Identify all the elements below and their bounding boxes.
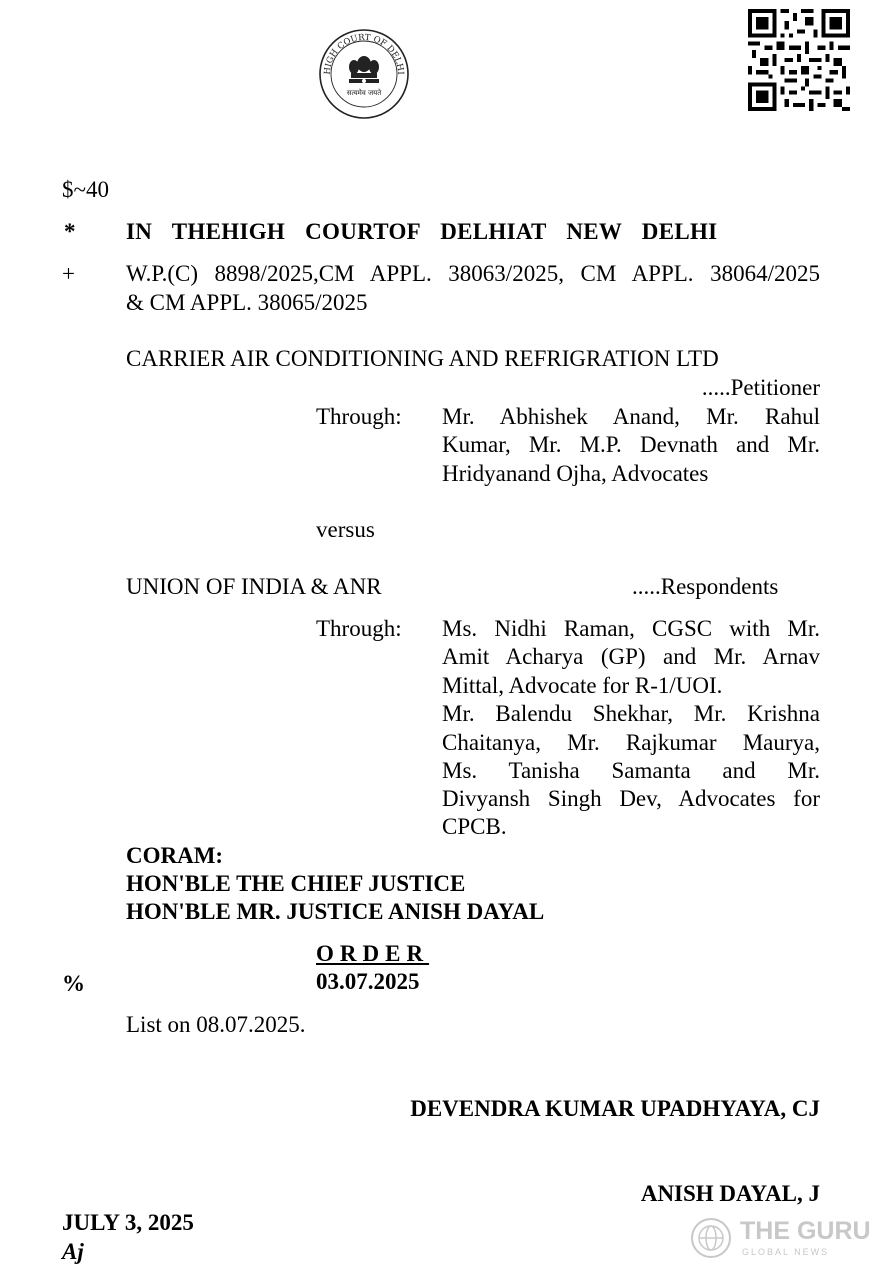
respondent-role: .....Respondents — [632, 574, 779, 599]
respondent-counsel-line: Mittal, Advocate for R-1/UOI. — [442, 673, 723, 698]
footer-initials: Aj — [62, 1239, 84, 1264]
respondent-counsel-line: Mr. Balendu Shekhar, Mr. Krishna — [442, 701, 820, 726]
case-tag: $~40 — [62, 177, 109, 202]
petitioner-role: .....Petitioner — [701, 375, 820, 400]
respondent-counsel-line: Chaitanya, Mr. Rajkumar Maurya, — [442, 730, 820, 755]
signature-chief-justice: DEVENDRA KUMAR UPADHYAYA, CJ — [410, 1096, 820, 1121]
respondent-counsel-line: Ms. Tanisha Samanta and Mr. — [442, 758, 820, 783]
coram-judge: HON'BLE MR. JUSTICE ANISH DAYAL — [126, 899, 545, 924]
order-marker: % — [62, 971, 85, 996]
watermark-tagline: GLOBAL NEWS — [742, 1247, 830, 1257]
coram-judge: HON'BLE THE CHIEF JUSTICE — [126, 871, 466, 896]
case-marker: + — [62, 261, 75, 286]
petitioner-counsel-line: Hridyanand Ojha, Advocates — [442, 461, 709, 486]
watermark-brand: THE GURU — [740, 1217, 871, 1245]
case-number-line1: W.P.(C) 8898/2025,CM APPL. 38063/2025, CM APPL. 38064/2025 — [126, 261, 820, 286]
respondent-counsel-line: Amit Acharya (GP) and Mr. Arnav — [442, 644, 820, 669]
petitioner-counsel-line: Kumar, Mr. M.P. Devnath and Mr. — [442, 432, 820, 457]
emblem-motto: सत्यमेव जयते — [346, 89, 382, 97]
order-text: List on 08.07.2025. — [126, 1012, 306, 1037]
petitioner-counsel-line: Mr. Abhishek Anand, Mr. Rahul — [442, 404, 820, 429]
watermark — [690, 1215, 871, 1263]
court-emblem-seal — [318, 28, 410, 120]
order-heading: ORDER — [316, 941, 430, 966]
case-number-line2: & CM APPL. 38065/2025 — [126, 290, 368, 315]
emblem-text: HIGH COURT OF DELHI — [322, 32, 406, 76]
order-date: 03.07.2025 — [316, 969, 420, 994]
petitioner-through-label: Through: — [316, 404, 402, 429]
qr-code — [748, 9, 850, 111]
versus-label: versus — [316, 517, 375, 542]
signature-justice: ANISH DAYAL, J — [640, 1181, 820, 1206]
respondent-counsel-line: CPCB. — [442, 814, 507, 839]
court-title: IN THEHIGH COURTOF DELHIAT NEW DELHI — [126, 219, 718, 244]
footer-date: JULY 3, 2025 — [62, 1210, 194, 1235]
coram-label: CORAM: — [126, 843, 224, 868]
globe-icon — [690, 1217, 732, 1259]
respondent-counsel-line: Ms. Nidhi Raman, CGSC with Mr. — [442, 616, 820, 641]
respondent-counsel-line: Divyansh Singh Dev, Advocates for — [442, 786, 820, 811]
respondent-name: UNION OF INDIA & ANR — [126, 574, 382, 599]
court-marker: * — [64, 219, 76, 244]
petitioner-name: CARRIER AIR CONDITIONING AND REFRIGRATION LTD — [126, 346, 719, 371]
respondent-through-label: Through: — [316, 616, 402, 641]
